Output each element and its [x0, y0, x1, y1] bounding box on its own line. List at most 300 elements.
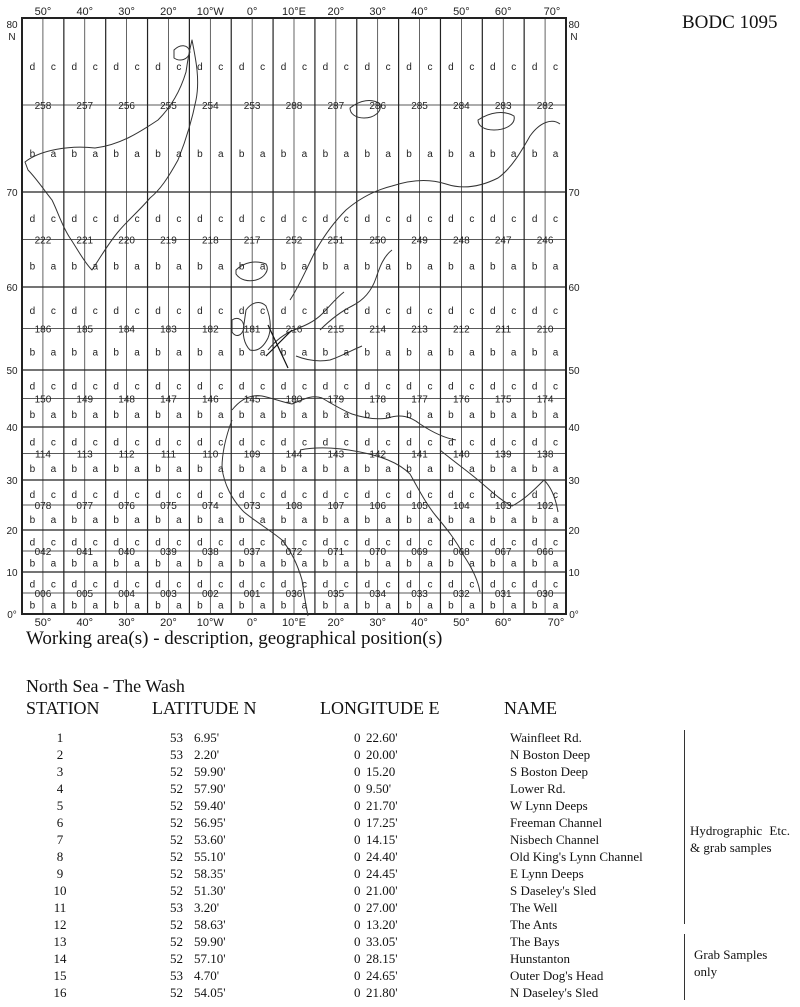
subsquare-letter: a: [92, 410, 99, 422]
subsquare-letter: c: [511, 61, 517, 73]
subsquare-letter: b: [197, 410, 203, 422]
latitude-min-cell: 56.95': [194, 815, 226, 830]
station-name-cell: Hunstanton: [510, 951, 570, 966]
station-cell: 15: [53, 968, 67, 983]
group-bracket-grab: [684, 934, 685, 1000]
header-station: STATION: [26, 698, 100, 718]
group-label-hydrographic: Hydrographic Etc. & grab samples: [690, 823, 790, 855]
top-longitude-label: 50°: [453, 6, 470, 18]
subsquare-letter: d: [29, 214, 36, 226]
square-number: 111: [160, 449, 177, 461]
longitude-deg-cell: 0: [354, 985, 361, 1000]
subsquare-letter: d: [238, 489, 245, 501]
subsquare-letter: b: [197, 261, 203, 273]
square-number: 110: [202, 449, 219, 461]
subsquare-letter: b: [322, 600, 329, 612]
subsquare-letter: a: [552, 464, 559, 476]
subsquare-letter: c: [385, 305, 391, 317]
subsquare-letter: b: [448, 148, 454, 160]
subsquare-letter: d: [197, 437, 203, 449]
subsquare-letter: a: [343, 410, 350, 422]
subsquare-letter: a: [301, 600, 308, 612]
subsquare-letter: b: [29, 558, 36, 570]
subsquare-letter: b: [322, 148, 329, 160]
subsquare-letter: b: [489, 261, 496, 273]
subsquare-letter: a: [427, 464, 433, 476]
subsquare-letter: d: [531, 537, 538, 549]
subsquare-letter: c: [469, 381, 475, 393]
subsquare-letter: b: [322, 410, 329, 422]
subsquare-letter: a: [385, 347, 391, 359]
station-name-cell: W Lynn Deeps: [510, 798, 588, 813]
top-longitude-label: 30°: [369, 6, 387, 18]
subsquare-letter: c: [511, 305, 517, 317]
square-number: 077: [76, 501, 94, 512]
subsquare-letter: b: [71, 347, 78, 359]
table-row: [0, 798, 800, 815]
subsquare-letter: a: [217, 464, 224, 476]
latitude-min-cell: 53.60': [194, 832, 226, 847]
subsquare-letter: b: [531, 148, 538, 160]
subsquare-letter: a: [552, 347, 559, 359]
latitude-min-cell: 54.05': [194, 985, 226, 1000]
subsquare-letter: a: [176, 464, 182, 476]
subsquare-letter: b: [531, 558, 538, 570]
subsquare-letter: b: [406, 261, 412, 273]
latitude-deg-cell: 53: [170, 968, 183, 983]
subsquare-letter: b: [29, 261, 36, 273]
subsquare-letter: b: [29, 148, 36, 160]
square-number: 107: [327, 501, 345, 512]
square-number: 284: [453, 101, 470, 112]
square-number: 037: [243, 547, 261, 558]
subsquare-letter: d: [197, 305, 203, 317]
subsquare-letter: b: [238, 514, 245, 526]
subsquare-letter: a: [92, 148, 99, 160]
station-cell: 12: [53, 917, 67, 932]
table-row: [0, 917, 800, 934]
subsquare-letter: a: [217, 558, 224, 570]
subsquare-letter: d: [364, 381, 371, 393]
subsquare-letter: d: [71, 437, 78, 449]
longitude-deg-cell: 0: [354, 900, 361, 915]
subsquare-letter: d: [531, 489, 538, 501]
square-number: 181: [243, 324, 261, 336]
subsquare-letter: a: [217, 514, 224, 526]
subsquare-letter: a: [92, 464, 99, 476]
subsquare-letter: a: [134, 600, 140, 612]
subsquare-letter: b: [238, 600, 245, 612]
subsquare-letter: a: [259, 558, 266, 570]
subsquare-letter: d: [155, 214, 161, 226]
square-number: 003: [160, 589, 177, 600]
subsquare-letter: a: [385, 410, 391, 422]
latitude-deg-cell: 52: [170, 951, 183, 966]
latitude-min-cell: 4.70': [194, 968, 220, 983]
subsquare-letter: a: [427, 410, 433, 422]
subsquare-letter: c: [134, 61, 140, 73]
subsquare-letter: c: [50, 489, 56, 501]
subsquare-letter: b: [280, 558, 287, 570]
bottom-longitude-label: 50°: [34, 617, 52, 629]
subsquare-letter: d: [364, 305, 371, 317]
subsquare-letter: b: [448, 464, 454, 476]
subsquare-letter: c: [134, 305, 140, 317]
square-number: 146: [201, 394, 219, 406]
subsquare-letter: a: [50, 261, 57, 273]
square-number: 004: [118, 589, 135, 600]
subsquare-letter: d: [280, 437, 287, 449]
subsquare-letter: b: [280, 600, 287, 612]
longitude-deg-cell: 0: [354, 747, 361, 762]
table-row: [0, 900, 800, 917]
square-number: 150: [34, 394, 52, 406]
subsquare-letter: b: [280, 148, 287, 160]
right-latitude-label: 0°: [569, 610, 579, 621]
subsquare-letter: a: [134, 558, 140, 570]
subsquare-letter: c: [511, 381, 517, 393]
square-number: 032: [453, 589, 470, 600]
station-name-cell: E Lynn Deeps: [510, 866, 584, 881]
subsquare-letter: d: [71, 489, 78, 501]
square-number: 040: [118, 547, 135, 558]
station-name-cell: Wainfleet Rd.: [510, 730, 582, 745]
subsquare-letter: b: [238, 261, 245, 273]
subsquare-letter: b: [197, 148, 203, 160]
latitude-deg-cell: 52: [170, 934, 183, 949]
header-longitude: LONGITUDE E: [320, 698, 440, 718]
left-latitude-label: 30: [6, 476, 18, 487]
subsquare-letter: a: [259, 347, 266, 359]
subsquare-letter: a: [385, 464, 391, 476]
subsquare-letter: d: [113, 489, 119, 501]
subsquare-letter: c: [301, 579, 307, 591]
subsquare-letter: c: [301, 489, 307, 501]
subsquare-letter: d: [29, 437, 36, 449]
subsquare-letter: a: [552, 148, 559, 160]
bottom-longitude-label: 0°: [246, 617, 258, 629]
subsquare-letter: d: [406, 381, 412, 393]
subsquare-letter: c: [553, 381, 559, 393]
subsquare-letter: b: [29, 410, 36, 422]
subsquare-letter: c: [218, 579, 224, 591]
square-number: 042: [34, 547, 52, 558]
subsquare-letter: b: [113, 514, 119, 526]
square-number: 066: [536, 547, 554, 558]
subsquare-letter: d: [280, 305, 287, 317]
latitude-min-cell: 57.90': [194, 781, 226, 796]
table-row: [0, 815, 800, 832]
square-number: 067: [494, 547, 512, 558]
latitude-deg-cell: 52: [170, 849, 183, 864]
square-number: 143: [327, 449, 345, 461]
subsquare-letter: d: [322, 537, 329, 549]
subsquare-letter: d: [531, 214, 538, 226]
square-number: 069: [411, 547, 428, 558]
square-number: 251: [327, 235, 345, 247]
left-latitude-label: 0°: [7, 610, 17, 621]
table-row: [0, 883, 800, 900]
subsquare-letter: b: [448, 410, 454, 422]
latitude-min-cell: 59.40': [194, 798, 226, 813]
latitude-min-cell: 55.10': [194, 849, 226, 864]
square-number: 258: [34, 101, 52, 112]
table-row: [0, 781, 800, 798]
subsquare-letter: d: [364, 214, 371, 226]
subsquare-letter: d: [155, 381, 161, 393]
subsquare-letter: c: [427, 489, 433, 501]
square-number: 142: [369, 449, 387, 461]
square-number: 186: [34, 324, 52, 336]
subsquare-letter: d: [406, 214, 412, 226]
subsquare-letter: d: [322, 489, 329, 501]
subsquare-letter: c: [343, 214, 349, 226]
subsquare-letter: b: [280, 347, 287, 359]
subsquare-letter: a: [134, 464, 140, 476]
subsquare-letter: d: [448, 305, 454, 317]
square-number: 285: [411, 101, 428, 112]
subsquare-letter: c: [134, 381, 140, 393]
latitude-min-cell: 6.95': [194, 730, 220, 745]
subsquare-letter: a: [217, 600, 224, 612]
left-latitude-label: 70: [6, 188, 18, 199]
subsquare-letter: b: [406, 600, 412, 612]
square-number: 248: [453, 235, 470, 247]
longitude-deg-cell: 0: [354, 798, 361, 813]
top-longitude-label: 10°W: [196, 6, 224, 18]
subsquare-letter: a: [217, 261, 224, 273]
subsquare-letter: d: [280, 579, 287, 591]
square-number: 246: [536, 235, 554, 247]
longitude-deg-cell: 0: [354, 764, 361, 779]
subsquare-letter: a: [217, 410, 224, 422]
square-number: 068: [453, 547, 470, 558]
subsquare-letter: c: [427, 579, 433, 591]
subsquare-letter: b: [489, 558, 496, 570]
subsquare-letter: b: [155, 261, 161, 273]
subsquare-letter: d: [489, 305, 496, 317]
subsquare-letter: c: [260, 537, 266, 549]
subsquare-letter: a: [469, 464, 475, 476]
square-number: 114: [34, 449, 51, 461]
square-number: 141: [411, 449, 428, 461]
subsquare-letter: a: [552, 600, 559, 612]
subsquare-letter: d: [364, 61, 371, 73]
subsquare-letter: d: [280, 381, 287, 393]
station-cell: 9: [56, 866, 64, 881]
subsquare-letter: b: [364, 148, 371, 160]
station-cell: 16: [53, 985, 67, 1000]
subsquare-letter: b: [71, 514, 78, 526]
subsquare-letter: d: [448, 61, 454, 73]
subsquare-letter: c: [92, 381, 98, 393]
station-cell: 14: [53, 951, 67, 966]
table-header: [26, 698, 786, 722]
square-number: 215: [327, 324, 345, 336]
subsquare-letter: b: [406, 464, 412, 476]
subsquare-letter: a: [510, 514, 517, 526]
subsquare-letter: c: [385, 489, 391, 501]
subsquare-letter: d: [238, 305, 245, 317]
subsquare-letter: c: [176, 214, 182, 226]
subsquare-letter: a: [50, 148, 57, 160]
square-number: 148: [118, 394, 135, 406]
longitude-min-cell: 27.00': [366, 900, 398, 915]
table-row: [0, 730, 800, 747]
subsquare-letter: b: [364, 410, 371, 422]
subsquare-letter: b: [238, 464, 245, 476]
subsquare-letter: a: [427, 600, 433, 612]
longitude-deg-cell: 0: [354, 917, 361, 932]
subsquare-letter: a: [385, 514, 391, 526]
longitude-deg-cell: 0: [354, 832, 361, 847]
subsquare-letter: d: [238, 437, 245, 449]
subsquare-letter: b: [155, 410, 161, 422]
subsquare-letter: a: [301, 410, 308, 422]
subsquare-letter: b: [197, 558, 203, 570]
square-number: 287: [327, 101, 345, 112]
table-row: [0, 968, 800, 985]
subsquare-letter: d: [280, 61, 287, 73]
subsquare-letter: c: [50, 381, 56, 393]
bottom-longitude-label: 50°: [453, 617, 470, 629]
latitude-min-cell: 58.35': [194, 866, 226, 881]
subsquare-letter: d: [322, 579, 329, 591]
subsquare-letter: c: [511, 537, 517, 549]
subsquare-letter: a: [92, 600, 99, 612]
subsquare-letter: b: [197, 600, 203, 612]
subsquare-letter: a: [427, 347, 433, 359]
top-longitude-label: 60°: [494, 6, 512, 18]
latitude-min-cell: 58.63': [194, 917, 226, 932]
subsquare-letter: c: [385, 214, 391, 226]
subsquare-letter: a: [427, 514, 433, 526]
subsquare-letter: c: [427, 214, 433, 226]
station-cell: 3: [56, 764, 64, 779]
station-cell: 13: [53, 934, 67, 949]
subsquare-letter: a: [92, 347, 99, 359]
subsquare-letter: d: [280, 489, 287, 501]
subsquare-letter: c: [92, 489, 98, 501]
subsquare-letter: a: [301, 514, 308, 526]
square-number: 255: [160, 101, 177, 112]
subsquare-letter: a: [343, 514, 350, 526]
square-number: 103: [494, 501, 512, 512]
subsquare-letter: c: [176, 579, 182, 591]
subsquare-letter: b: [238, 148, 245, 160]
subsquare-letter: c: [343, 61, 349, 73]
subsquare-letter: c: [343, 305, 349, 317]
subsquare-letter: b: [364, 464, 371, 476]
longitude-deg-cell: 0: [354, 781, 361, 796]
subsquare-letter: b: [531, 347, 538, 359]
subsquare-letter: b: [448, 600, 454, 612]
subsquare-letter: b: [71, 410, 78, 422]
subsquare-letter: a: [217, 347, 224, 359]
subsquare-letter: b: [113, 600, 119, 612]
subsquare-letter: c: [343, 489, 349, 501]
square-number: 218: [201, 235, 219, 247]
subsquare-letter: a: [176, 261, 182, 273]
square-number: 179: [327, 394, 345, 406]
subsquare-letter: a: [134, 148, 140, 160]
subsquare-letter: d: [29, 305, 36, 317]
subsquare-letter: a: [50, 600, 57, 612]
square-number: 072: [285, 547, 303, 558]
top-longitude-label: 40°: [411, 6, 428, 18]
subsquare-letter: d: [364, 537, 371, 549]
longitude-deg-cell: 0: [354, 951, 361, 966]
subsquare-letter: b: [155, 600, 161, 612]
subsquare-letter: c: [385, 579, 391, 591]
top-longitude-label: 50°: [34, 6, 52, 18]
subsquare-letter: a: [427, 558, 433, 570]
subsquare-letter: b: [197, 514, 203, 526]
subsquare-letter: c: [260, 437, 266, 449]
document-reference: BODC 1095: [682, 12, 778, 33]
subsquare-letter: a: [92, 261, 99, 273]
station-cell: 8: [56, 849, 64, 864]
station-name-cell: The Well: [510, 900, 558, 915]
square-number: 001: [243, 589, 261, 600]
square-number: 005: [76, 589, 94, 600]
subsquare-letter: d: [29, 489, 36, 501]
right-latitude-label: N: [570, 32, 578, 43]
subsquare-letter: c: [427, 305, 433, 317]
subsquare-letter: a: [259, 600, 266, 612]
subsquare-letter: c: [385, 381, 391, 393]
subsquare-letter: c: [385, 61, 391, 73]
square-number: 030: [536, 589, 554, 600]
subsquare-letter: b: [448, 514, 454, 526]
station-cell: 7: [56, 832, 64, 847]
subsquare-letter: d: [531, 61, 538, 73]
bottom-longitude-label: 30°: [369, 617, 387, 629]
bottom-longitude-label: 30°: [118, 617, 135, 629]
subsquare-letter: d: [531, 381, 538, 393]
square-number: 139: [494, 449, 512, 461]
subsquare-letter: b: [322, 347, 329, 359]
square-number: 006: [34, 589, 52, 600]
subsquare-letter: a: [259, 464, 266, 476]
top-longitude-label: 10°E: [282, 6, 306, 18]
subsquare-letter: c: [427, 381, 433, 393]
subsquare-letter: d: [448, 537, 454, 549]
station-name-cell: Lower Rd.: [510, 781, 566, 796]
subsquare-letter: a: [176, 410, 182, 422]
square-number: 035: [327, 589, 345, 600]
longitude-min-cell: 9.50': [366, 781, 392, 796]
square-number: 002: [201, 589, 219, 600]
subsquare-letter: d: [197, 381, 203, 393]
square-number: 076: [118, 501, 135, 512]
subsquare-letter: c: [218, 489, 224, 501]
subsquare-letter: c: [301, 437, 307, 449]
longitude-min-cell: 22.60': [366, 730, 398, 745]
subsquare-letter: b: [364, 347, 371, 359]
square-number: 113: [76, 449, 93, 461]
subsquare-letter: c: [92, 579, 98, 591]
subsquare-letter: a: [50, 558, 57, 570]
header-name: NAME: [504, 698, 557, 718]
subsquare-letter: c: [343, 537, 349, 549]
right-latitude-label: 70: [568, 188, 580, 199]
square-number: 138: [536, 449, 554, 461]
subsquare-letter: b: [531, 261, 538, 273]
station-cell: 6: [56, 815, 64, 830]
subsquare-letter: d: [113, 537, 119, 549]
square-number: 184: [118, 324, 135, 336]
